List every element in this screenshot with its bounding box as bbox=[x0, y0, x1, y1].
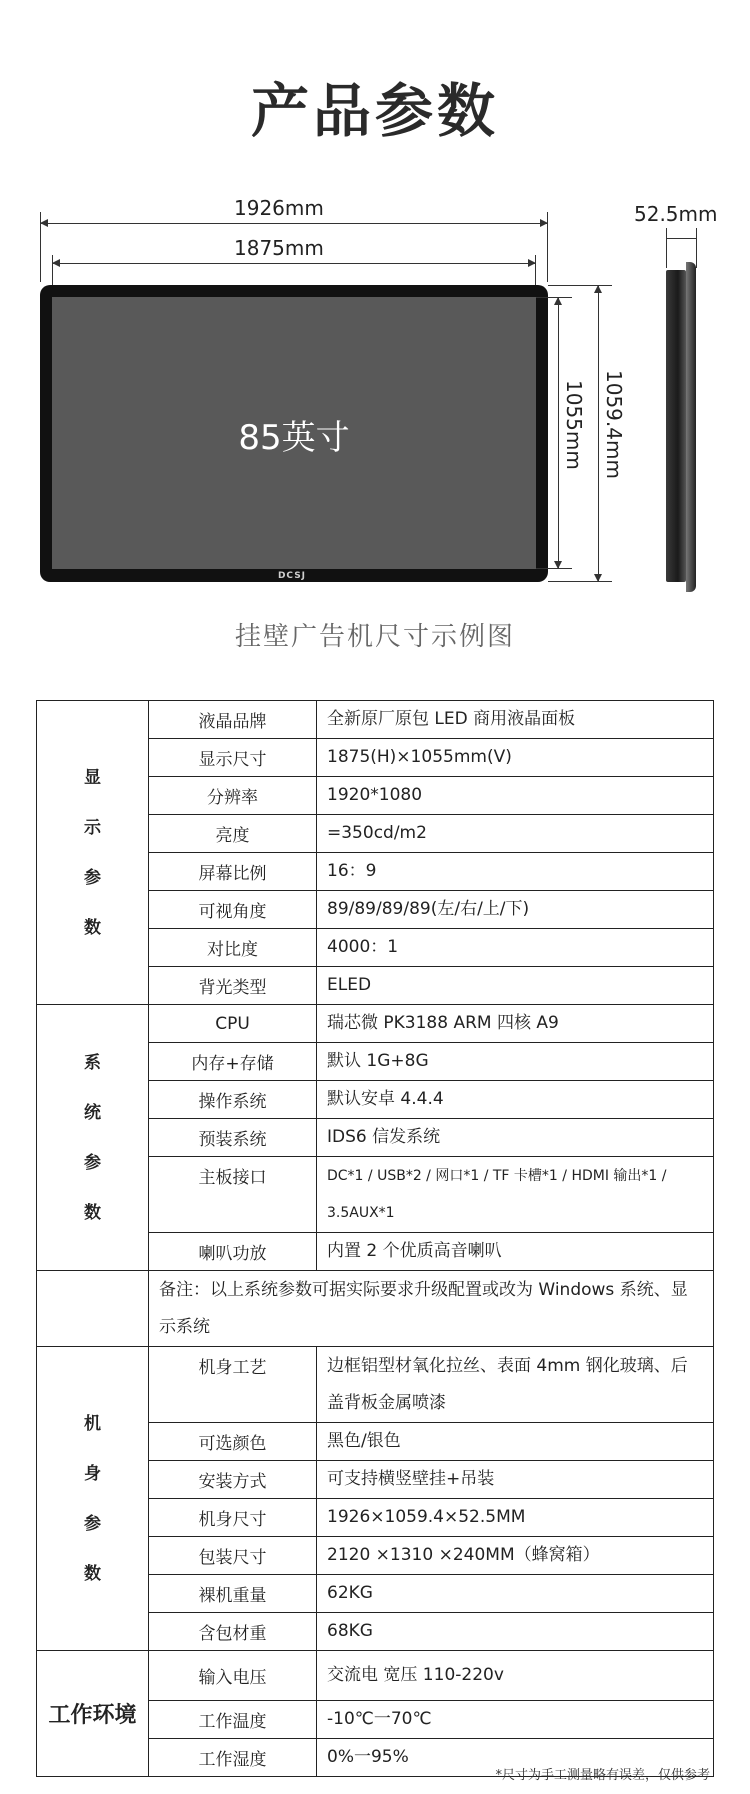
table-row bbox=[37, 1005, 714, 1043]
spec-value: 瑞芯微 PK3188 ARM 四核 A9 bbox=[317, 1005, 714, 1043]
spec-value: 4000：1 bbox=[317, 929, 714, 967]
spec-label: 屏幕比例 bbox=[149, 853, 317, 891]
system-note: 备注：以上系统参数可据实际要求升级配置或改为 Windows 系统、显示系统 bbox=[149, 1271, 714, 1347]
inner-width-tick-left bbox=[52, 255, 53, 285]
spec-label: 安装方式 bbox=[149, 1461, 317, 1499]
spec-value: -10℃一70℃ bbox=[317, 1701, 714, 1739]
inner-height-label: 1055mm bbox=[562, 380, 586, 470]
spec-label: 液晶品牌 bbox=[149, 701, 317, 739]
depth-tick-right bbox=[696, 228, 697, 268]
spec-value: 68KG bbox=[317, 1613, 714, 1651]
outer-width-line bbox=[40, 223, 548, 224]
spec-label: 预装系统 bbox=[149, 1119, 317, 1157]
spec-label: 工作湿度 bbox=[149, 1739, 317, 1777]
spec-label: 包装尺寸 bbox=[149, 1537, 317, 1575]
spec-label: 工作温度 bbox=[149, 1701, 317, 1739]
page-title: 产品参数 bbox=[250, 77, 499, 145]
spec-label: 分辨率 bbox=[149, 777, 317, 815]
spec-value: 2120 ×1310 ×240MM（蜂窝箱） bbox=[317, 1537, 714, 1575]
spec-label: 输入电压 bbox=[149, 1651, 317, 1701]
spec-value: 黑色/银色 bbox=[317, 1423, 714, 1461]
spec-value: 16：9 bbox=[317, 853, 714, 891]
arrow-left-icon bbox=[52, 259, 60, 267]
spec-label: 亮度 bbox=[149, 815, 317, 853]
spec-label: 机身尺寸 bbox=[149, 1499, 317, 1537]
spec-label: 背光类型 bbox=[149, 967, 317, 1005]
spec-label: 喇叭功放 bbox=[149, 1233, 317, 1271]
table-row bbox=[37, 701, 714, 739]
arrow-up-icon bbox=[594, 285, 602, 293]
spec-value: 1926×1059.4×52.5MM bbox=[317, 1499, 714, 1537]
spec-value: 默认安卓 4.4.4 bbox=[317, 1081, 714, 1119]
spec-table bbox=[36, 700, 714, 1777]
table-row bbox=[37, 1347, 714, 1423]
arrow-up-icon bbox=[554, 297, 562, 305]
arrow-left-icon bbox=[40, 219, 48, 227]
outer-width-tick-right bbox=[547, 212, 548, 282]
spec-value: 内置 2 个优质高音喇叭 bbox=[317, 1233, 714, 1271]
spec-value: 89/89/89/89(左/右/上/下) bbox=[317, 891, 714, 929]
group-body: 机身参数 bbox=[37, 1347, 149, 1651]
inner-width-line bbox=[52, 263, 536, 264]
spec-label: 可视角度 bbox=[149, 891, 317, 929]
inner-width-tick-right bbox=[535, 255, 536, 285]
spec-label: 操作系统 bbox=[149, 1081, 317, 1119]
inner-height-tick-bottom bbox=[536, 568, 572, 569]
spec-value: 默认 1G+8G bbox=[317, 1043, 714, 1081]
spec-value: DC*1 / USB*2 / 网口*1 / TF 卡槽*1 / HDMI 输出*1 / 3.5AUX*1 bbox=[317, 1157, 714, 1233]
brand-logo: DCSJ bbox=[277, 571, 307, 581]
spec-label: 内存+存储 bbox=[149, 1043, 317, 1081]
spec-value: 交流电 宽压 110-220v bbox=[317, 1651, 714, 1701]
diagram-caption: 挂壁广告机尺寸示例图 bbox=[234, 622, 515, 652]
table-row bbox=[37, 1651, 714, 1701]
spec-value: 62KG bbox=[317, 1575, 714, 1613]
spec-value: 1875(H)×1055mm(V) bbox=[317, 739, 714, 777]
inner-height-tick-top bbox=[536, 297, 572, 298]
spec-value: 0%一95% bbox=[317, 1739, 714, 1777]
group-display: 显示参数 bbox=[37, 701, 149, 1005]
inner-width-label: 1875mm bbox=[234, 236, 324, 260]
outer-height-line bbox=[598, 285, 599, 582]
outer-width-tick-left bbox=[40, 212, 41, 282]
spec-label: 显示尺寸 bbox=[149, 739, 317, 777]
group-environment: 工作环境 bbox=[37, 1651, 149, 1777]
depth-line bbox=[666, 238, 696, 239]
outer-width-label: 1926mm bbox=[234, 196, 324, 220]
tv-side-edge bbox=[686, 262, 696, 592]
depth-label: 52.5mm bbox=[634, 202, 718, 226]
spec-value: IDS6 信发系统 bbox=[317, 1119, 714, 1157]
group-system: 系统参数 bbox=[37, 1005, 149, 1271]
spec-value: 全新原厂原包 LED 商用液晶面板 bbox=[317, 701, 714, 739]
depth-tick-left bbox=[666, 228, 667, 268]
spec-value: 1920*1080 bbox=[317, 777, 714, 815]
outer-height-tick-top bbox=[548, 285, 612, 286]
spec-value: 可支持横竖壁挂+吊装 bbox=[317, 1461, 714, 1499]
footnote: *尺寸为手工测量略有误差，仅供参考 bbox=[495, 1768, 710, 1783]
spec-label: 机身工艺 bbox=[149, 1347, 317, 1423]
outer-height-label: 1059.4mm bbox=[602, 370, 626, 479]
tv-side-view bbox=[666, 270, 686, 582]
spec-value: ELED bbox=[317, 967, 714, 1005]
tv-size-label: 85英寸 bbox=[238, 418, 350, 458]
spec-label: 含包材重 bbox=[149, 1613, 317, 1651]
spec-value: 边框铝型材氧化拉丝、表面 4mm 钢化玻璃、后盖背板金属喷漆 bbox=[317, 1347, 714, 1423]
outer-height-tick-bottom bbox=[548, 581, 612, 582]
spec-label: 主板接口 bbox=[149, 1157, 317, 1233]
spec-label: CPU bbox=[149, 1005, 317, 1043]
group-system-continuation bbox=[37, 1271, 149, 1347]
inner-height-line bbox=[558, 297, 559, 569]
spec-label: 可选颜色 bbox=[149, 1423, 317, 1461]
spec-value: =350cd/m2 bbox=[317, 815, 714, 853]
spec-label: 对比度 bbox=[149, 929, 317, 967]
spec-label: 裸机重量 bbox=[149, 1575, 317, 1613]
table-row bbox=[37, 1271, 714, 1347]
